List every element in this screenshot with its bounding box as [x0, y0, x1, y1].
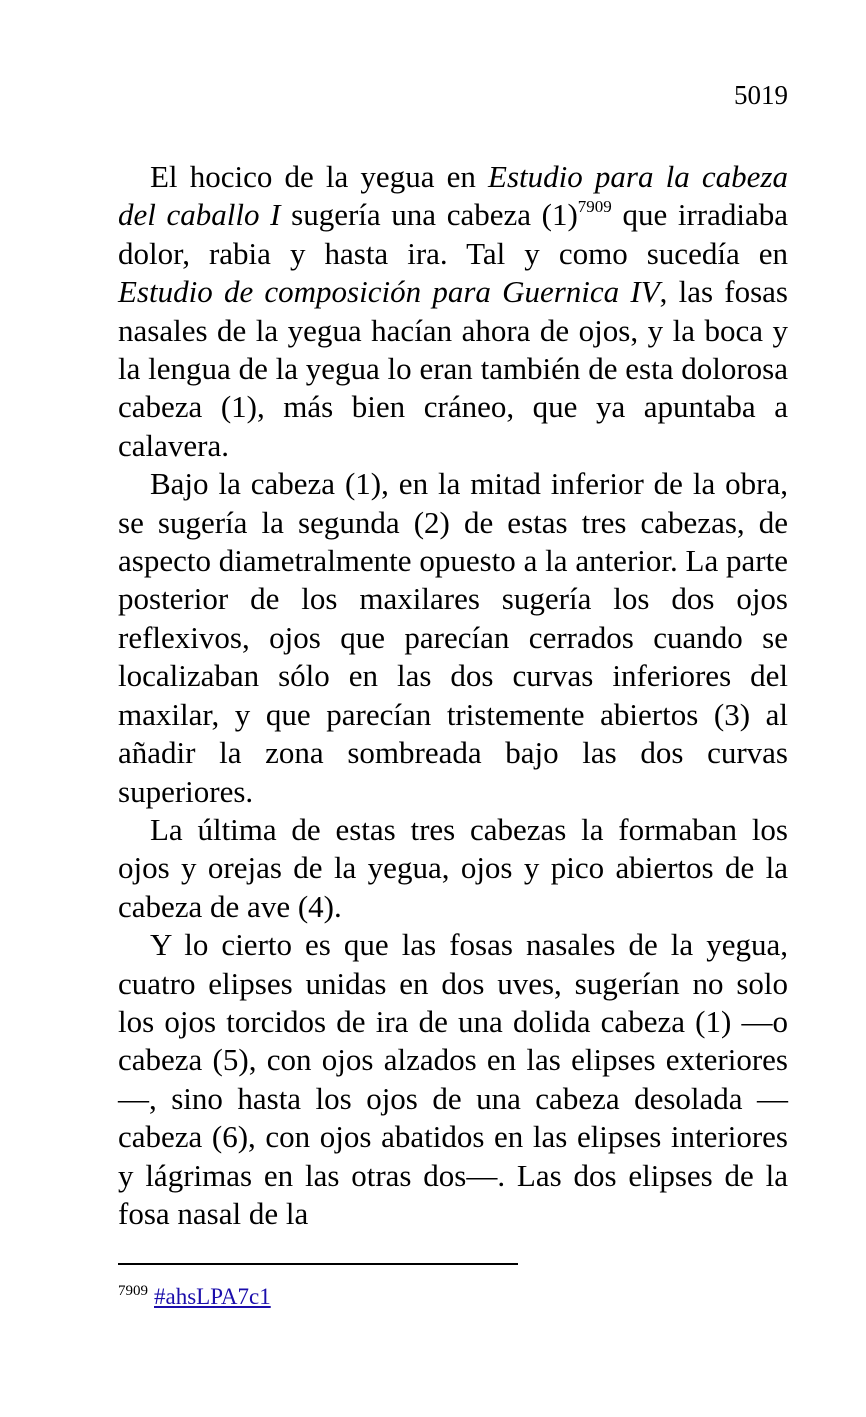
paragraph-1-text-d: , las fosas nasales de la yegua hacían ahora de ojos, y la boca y la lengua de la yegua lo eran también de esta dolorosa cabeza (1), más bien cráneo, que ya apuntaba a calavera.	[118, 274, 788, 463]
paragraph-1	[118, 158, 788, 465]
footnote-number: 7909	[118, 1283, 148, 1299]
paragraph-2: Bajo la cabeza (1), en la mitad inferior de la obra, se sugería la segunda (2) de estas tres cabezas, de aspecto diametralmente opuesto a la anterior. La parte posterior de los maxilares sugería los dos ojos reflexivos, ojos que parecían cerrados cuando se localizaban sólo en las dos curvas inferiores del maxilar, y que parecían tristemente abiertos (3) al añadir la zona sombreada bajo las dos curvas superiores.	[118, 466, 788, 809]
artwork-title-2: Estudio de composición para Guernica IV	[118, 274, 660, 310]
page-number: 5019	[734, 80, 788, 110]
footnote-divider	[118, 1263, 518, 1265]
footnote	[118, 1282, 271, 1312]
paragraph-1-text-c: que irradiaba dolor, rabia y hasta ira. Tal y como sucedía en	[118, 197, 788, 271]
paragraph-3: La última de estas tres cabezas la formaban los ojos y orejas de la yegua, ojos y pico abiertos de la cabeza de ave (4).	[118, 811, 788, 924]
body-text	[118, 158, 788, 1233]
paragraph-1-text-a: El hocico de la yegua en	[150, 159, 489, 194]
footnote-reference[interactable]: 7909	[577, 197, 612, 217]
footnote-link[interactable]: #ahsLPA7c1	[154, 1284, 271, 1309]
artwork-title-1: Estudio para la cabeza del caballo I	[118, 159, 788, 233]
paragraph-4: Y lo cierto es que las fosas nasales de la yegua, cuatro elipses unidas en dos uves, sugerían no solo los ojos torcidos de ira de una dolida cabeza (1) —o cabeza (5), con ojos alzados en las elipses exteriores—, sino hasta los ojos de una cabeza desolada —cabeza (6), con ojos abatidos en las elipses interiores y lágrimas en las otras dos—. Las dos elipses de la fosa nasal de la	[118, 927, 788, 1231]
paragraph-1-text-b: sugería una cabeza (1)	[280, 197, 578, 233]
